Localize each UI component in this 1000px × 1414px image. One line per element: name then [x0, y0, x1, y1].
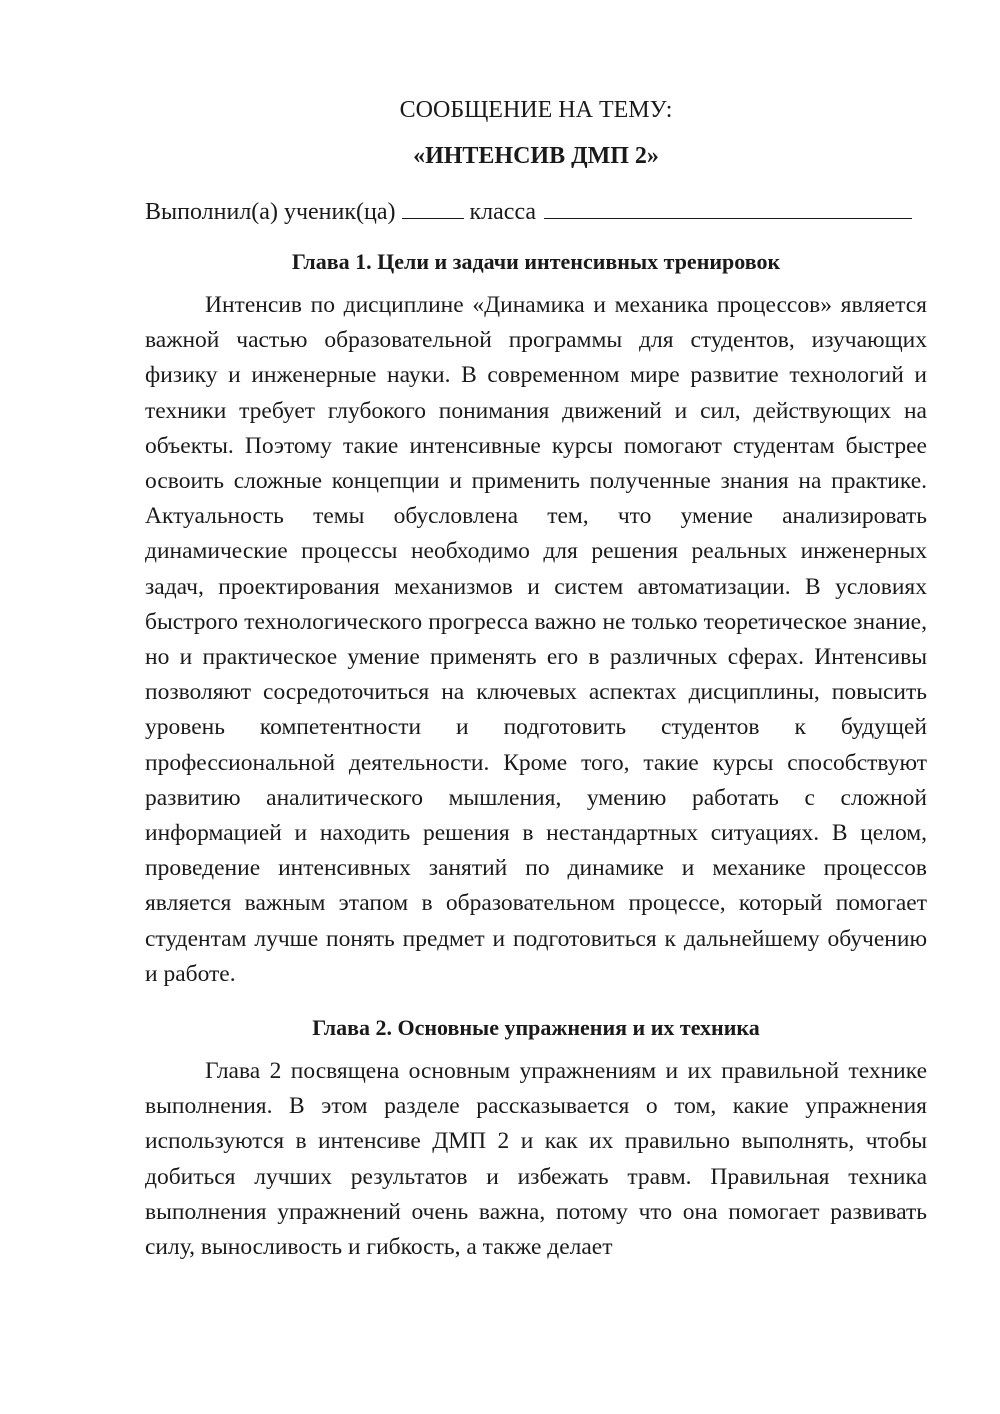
chapter-2-heading: Глава 2. Основные упражнения и их техника: [312, 1015, 760, 1041]
author-line: [145, 194, 927, 230]
document-body: [145, 92, 927, 1265]
student-name-blank: [544, 194, 912, 219]
document-title: «ИНТЕНСИВ ДМП 2»: [413, 143, 659, 169]
class-label: класса: [469, 199, 537, 225]
class-number-blank: [402, 194, 464, 219]
subject-line: СООБЩЕНИЕ НА ТЕМУ:: [399, 97, 673, 123]
chapter-1-text: Интенсив по дисциплине «Динамика и механика процессов» является важной частью образовательной программы для студентов, изучающих физику и инженерные науки. В современном мире развитие технологий и техники требует глубокого понимания движений и сил, действующих на объекты. Поэтому такие интенсивные курсы помогают студентам быстрее освоить сложные концепции и применить полученные знания на практике. Актуальность темы обусловлена тем, что умение анализировать динамические процессы необходимо для решения реальных инженерных задач, проектирования механизмов и систем автоматизации. В условиях быстрого технологического прогресса важно не только теоретическое знание, но и практическое умение применять его в различных сферах. Интенсивы позволяют сосредоточиться на ключевых аспектах дисциплины, повысить уровень компетентности и подготовить студентов к будущей профессиональной деятельности. Кроме того, такие курсы способствуют развитию аналитического мышления, умению работать с сложной информацией и находить решения в нестандартных ситуациях. В целом, проведение интенсивных занятий по динамике и механике процессов является важным этапом в образовательном процессе, который помогает студентам лучше понять предмет и подготовиться к дальнейшему обучению и работе.: [145, 292, 927, 987]
chapter-2-text: Глава 2 посвящена основным упражнениям и их правильной технике выполнения. В этом разделе рассказывается о том, какие упражнения используются в интенсиве ДМП 2 и как их правильно выполнять, чтобы добиться лучших результатов и избежать травм. Правильная техника выполнения упражнений очень важна, потому что она помогает развивать силу, выносливость и гибкость, а также делает: [145, 1058, 927, 1261]
author-prefix: Выполнил(а) ученик(ца): [145, 199, 396, 225]
chapter-1-heading: Глава 1. Цели и задачи интенсивных тренировок: [291, 249, 781, 274]
